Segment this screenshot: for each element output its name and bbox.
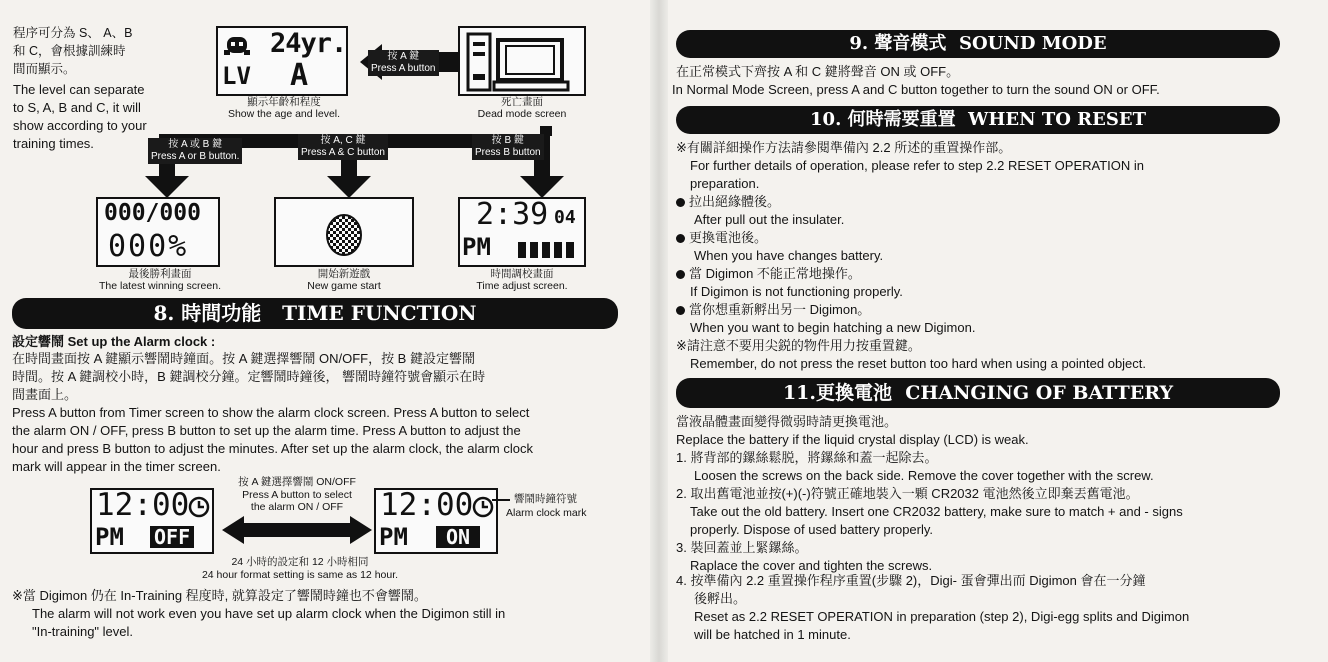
win-percent: 000% <box>108 229 189 264</box>
win-caption-zh: 最後勝利畫面 <box>128 268 192 280</box>
arrow-ac-en: Press A & C button <box>301 147 385 158</box>
format-en: 24 hour format setting is same as 12 hour. <box>201 569 399 581</box>
section-10-warn-en: Remember, do not press the reset button too hard when using a pointed object. <box>690 356 1147 371</box>
section-10-banner <box>676 106 1280 134</box>
digi-egg-icon <box>324 210 364 256</box>
computer-dead-icon <box>468 32 578 92</box>
alarm-on-time: 12:00 <box>380 487 474 523</box>
section-11-banner <box>676 378 1280 408</box>
section-10-ref-en-2: preparation. <box>690 176 760 191</box>
new-game-screen <box>274 197 414 267</box>
section-10-bullet-3 <box>676 266 861 281</box>
section-11-step-4-en-1: Reset as 2.2 RESET OPERATION in preparation (step 2), Digi-egg splits and Digimon <box>694 609 1190 624</box>
note-en-1: The alarm will not work even you have set up alarm clock when the Digimon still in <box>32 606 506 621</box>
alarm-clock-icon <box>188 496 210 518</box>
win-caption-en: The latest winning screen. <box>99 280 221 292</box>
section-8-banner <box>12 298 618 329</box>
section-9-title-zh: 9. 聲音模式 <box>849 33 947 54</box>
section-11-step-1-zh: 1. 將背部的鏍絲鬆脱，將鏍絲和蓋一起除去。 <box>676 450 938 465</box>
section-8-zh-1: 在時間畫面按 A 鍵顯示響鬧時鐘面。按 A 鍵選擇響鬧 ON/OFF，按 B 鍵設定響鬧 <box>12 351 475 366</box>
intro-en-3: show according to your <box>13 118 147 133</box>
section-10-title-en: WHEN TO RESET <box>968 109 1146 130</box>
arrow-b-label <box>472 134 544 160</box>
bullet-icon <box>676 198 685 207</box>
intro-en-1: The level can separate <box>13 82 145 97</box>
alarm-off-time: 12:00 <box>96 487 190 523</box>
section-8-zh-2: 時間。按 A 鍵調校小時，B 鍵調校分鐘。定響鬧時鐘後， 響鬧時鐘符號會顯示在時 <box>12 369 486 384</box>
section-8-zh-3: 間畫面上。 <box>12 387 78 402</box>
section-11-intro-en: Replace the battery if the liquid crystal display (LCD) is weak. <box>676 432 1029 447</box>
section-10-bullet-2-en: When you have changes battery. <box>694 248 884 263</box>
arrow-a-en: Press A button <box>371 63 436 74</box>
time-adjust-day: 04 <box>554 207 576 228</box>
arrow-ac-zh: 按 A, C 鍵 <box>320 135 366 146</box>
section-10-ref-en-1: For further details of operation, please refer to step 2.2 RESET OPERATION in <box>690 158 1145 173</box>
left-page <box>0 0 650 662</box>
alarm-mark-en: Alarm clock mark <box>506 507 587 519</box>
section-8-en-1: Press A button from Timer screen to show the alarm clock screen. Press A button to select <box>12 405 530 420</box>
intro-zh-3: 間而顯示。 <box>13 62 76 76</box>
alarm-on-screen <box>374 488 498 554</box>
section-11-step-4-zh-2: 後孵出。 <box>694 591 747 606</box>
dead-caption-zh: 死亡畫面 <box>501 96 543 108</box>
right-page <box>668 0 1328 662</box>
section-8-en-4: mark will appear in the timer screen. <box>12 459 221 474</box>
alarm-mark-zh: 響鬧時鐘符號 <box>514 493 577 505</box>
toggle-en-1: Press A button to select <box>242 489 352 501</box>
section-11-step-3-en: Raplace the cover and tighten the screws. <box>690 558 933 573</box>
intro-en-4: training times. <box>13 136 94 151</box>
time-adjust-caption-en: Time adjust screen. <box>476 280 568 292</box>
arrow-ab-zh: 按 A 或 B 鍵 <box>168 139 223 150</box>
section-10-bullet-4-en: When you want to begin hatching a new Digimon. <box>690 320 976 335</box>
alarm-on-state: ON <box>436 526 480 548</box>
section-8-en-3: hour and press B button to adjust the minutes. After set up the alarm clock, the alarm clock <box>12 441 533 456</box>
section-11-intro-zh: 當液晶體畫面變得微弱時請更換電池。 <box>676 414 898 429</box>
win-record: 000/000 <box>104 200 201 226</box>
intro-zh-2: 和 C，會根據訓練時 <box>13 44 126 58</box>
arrow-ab-label <box>148 138 242 164</box>
format-zh: 24 小時的設定和 12 小時相同 <box>231 556 369 568</box>
bullet-icon <box>676 306 685 315</box>
toggle-zh: 按 A 鍵選擇響鬧 ON/OFF <box>238 476 356 488</box>
arrow-b-en: Press B button <box>475 147 541 158</box>
section-8-subtitle: 設定響鬧 Set up the Alarm clock : <box>12 334 216 349</box>
bullet-icon <box>676 234 685 243</box>
intro-zh-1: 程序可分為 S、 A、B <box>13 26 133 40</box>
section-11-step-1-en: Loosen the screws on the back side. Remove the cover together with the screw. <box>694 468 1154 483</box>
arrow-b-zh: 按 B 鍵 <box>491 135 524 146</box>
section-10-bullet-3-en: If Digimon is not functioning properly. <box>690 284 903 299</box>
arrow-ac-label <box>298 134 388 160</box>
section-11-step-2-en-1: Take out the old battery. Insert one CR2032 battery, make sure to match + and - signs <box>690 504 1183 519</box>
age-level-caption-en: Show the age and level. <box>227 108 341 120</box>
lv-label: LV <box>222 62 251 90</box>
arrow-a-zh: 按 A 鍵 <box>387 51 420 62</box>
intro-en-2: to S, A, B and C, it will <box>13 100 141 115</box>
bullet-4-zh: 當你想重新孵出另一 Digimon。 <box>689 302 871 317</box>
time-adjust-bars <box>518 242 578 258</box>
section-11-step-2-zh: 2. 取出舊電池並按(+)(-)符號正確地裝入一顆 CR2032 電池然後立即棄丟舊電池。 <box>676 486 1139 501</box>
section-9-en: In Normal Mode Screen, press A and C button together to turn the sound ON or OFF. <box>672 82 1160 97</box>
section-10-bullet-2 <box>676 230 767 245</box>
arrow-ab-en: Press A or B button. <box>151 151 240 162</box>
section-10-bullet-1-en: After pull out the insulater. <box>694 212 845 227</box>
section-9-zh: 在正常模式下齊按 A 和 C 鍵將聲音 ON 或 OFF。 <box>676 64 960 79</box>
time-adjust-ampm: PM <box>462 233 491 261</box>
section-11-step-4-zh-1: 4. 按準備內 2.2 重置操作程序重置(步驟 2)，Digi- 蛋會彈出而 Digimon 會在一分鐘 <box>676 573 1146 588</box>
page-gutter <box>650 0 668 662</box>
section-11-title-zh: 11.更換電池 <box>782 382 893 404</box>
section-10-bullet-4 <box>676 302 870 317</box>
dead-caption-en: Dead mode screen <box>477 108 567 120</box>
alarm-off-state: OFF <box>150 526 194 548</box>
bullet-icon <box>676 270 685 279</box>
section-10-ref-zh: ※有關詳細操作方法請參閱準備內 2.2 所述的重置操作部。 <box>676 140 1012 155</box>
note-en-2: "In-training" level. <box>32 624 133 639</box>
alarm-off-ampm: PM <box>95 523 124 551</box>
bullet-2-zh: 更換電池後。 <box>689 230 768 245</box>
arrow-a-label <box>368 50 439 76</box>
section-10-warn-zh: ※請注意不要用尖鋭的物件用力按重置鍵。 <box>676 338 921 353</box>
section-11-title-en: CHANGING OF BATTERY <box>905 382 1174 404</box>
latest-winning-screen <box>96 197 220 267</box>
time-adjust-screen <box>458 197 586 267</box>
level-value: A <box>290 58 309 93</box>
alarm-off-screen <box>90 488 214 554</box>
dead-mode-screen <box>458 26 586 96</box>
alarm-clock-icon <box>472 496 494 518</box>
section-11-step-2-en-2: properly. Dispose of used battery properly. <box>690 522 934 537</box>
section-11-step-3-zh: 3. 裝回蓋並上緊鏍絲。 <box>676 540 808 555</box>
digimon-face-icon <box>224 34 250 56</box>
alarm-mark-pointer <box>492 499 510 503</box>
note-zh: ※當 Digimon 仍在 In-Training 程度時, 就算設定了響鬧時鐘也不會響鬧。 <box>12 588 427 603</box>
time-adjust-caption-zh: 時間調校畫面 <box>490 268 554 280</box>
time-adjust-time: 2:39 <box>476 197 549 232</box>
toggle-arrow-icon <box>222 516 372 544</box>
alarm-on-ampm: PM <box>379 523 408 551</box>
section-9-banner <box>676 30 1280 58</box>
age-level-caption-zh: 顯示年齡和程度 <box>247 96 321 108</box>
bullet-1-zh: 拉出絕緣體後。 <box>689 194 781 209</box>
section-9-title-en: SOUND MODE <box>958 33 1107 54</box>
bullet-3-zh: 當 Digimon 不能正常地操作。 <box>689 266 861 281</box>
new-game-caption-zh: 開始新遊戲 <box>317 268 371 280</box>
section-8-title-en: TIME FUNCTION <box>282 301 477 325</box>
section-10-bullet-1 <box>676 194 780 209</box>
toggle-en-2: the alarm ON / OFF <box>250 501 344 513</box>
new-game-caption-en: New game start <box>307 280 381 292</box>
age-value: 24yr. <box>270 28 347 59</box>
section-10-title-zh: 10. 何時需要重置 <box>810 109 956 130</box>
section-11-step-4-en-2: will be hatched in 1 minute. <box>694 627 851 642</box>
section-8-en-2: the alarm ON / OFF, press B button to set up the alarm time. Press A button to adjust the <box>12 423 521 438</box>
section-8-title-zh: 8. 時間功能 <box>153 301 262 325</box>
age-level-screen <box>216 26 348 96</box>
